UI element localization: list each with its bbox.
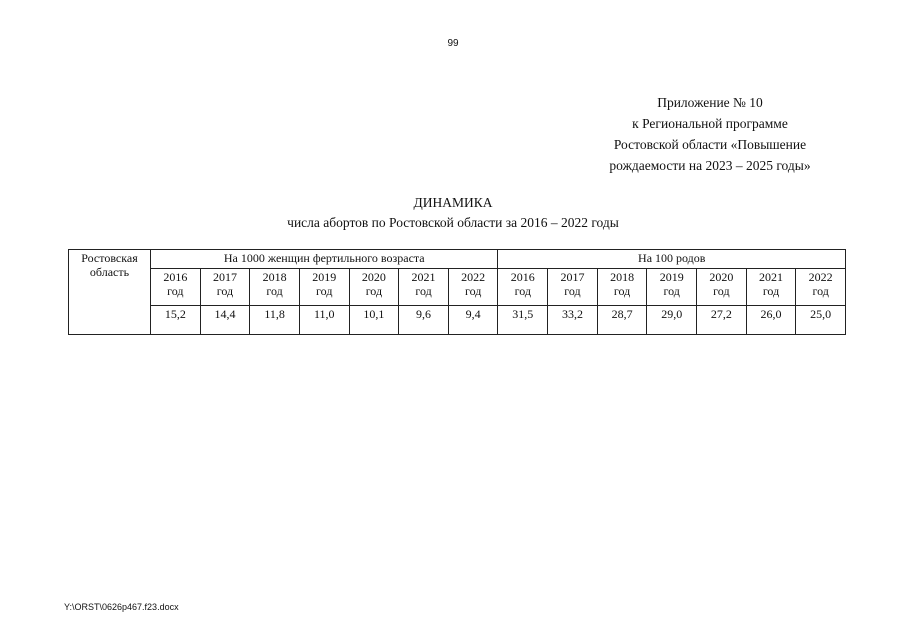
file-path-footer: Y:\ORST\0626p467.f23.docx [64, 602, 179, 612]
value-cell: 31,5 [498, 306, 548, 335]
region-header-line: Ростовская [81, 251, 138, 265]
group-header-per-100-births: На 100 родов [498, 250, 846, 269]
abortion-dynamics-table [68, 249, 846, 335]
table-values-row [69, 306, 846, 335]
year-header-cell: 2019 год [299, 269, 349, 306]
value-cell: 10,1 [349, 306, 399, 335]
year-header-cell: 2021 год [399, 269, 449, 306]
value-cell: 26,0 [746, 306, 796, 335]
value-cell: 29,0 [647, 306, 697, 335]
value-cell: 14,4 [200, 306, 250, 335]
year-header-cell: 2017 год [548, 269, 598, 306]
table-header-row [69, 250, 846, 269]
group-header-per-1000-women: На 1000 женщин фертильного возраста [151, 250, 498, 269]
appendix-line: к Региональной программе [632, 116, 788, 131]
year-header-cell: 2017 год [200, 269, 250, 306]
value-cell: 27,2 [697, 306, 747, 335]
value-cell: 11,8 [250, 306, 300, 335]
year-header-cell: 2016 год [498, 269, 548, 306]
appendix-line: Ростовской области «Повышение [613, 137, 807, 152]
heading-title: ДИНАМИКА [413, 195, 493, 210]
value-cell: 11,0 [299, 306, 349, 335]
year-header-cell: 2021 год [746, 269, 796, 306]
appendix-line: рождаемости на 2023 – 2025 годы» [609, 158, 811, 173]
appendix-line: Приложение № 10 [657, 95, 763, 110]
value-cell: 28,7 [597, 306, 647, 335]
year-header-cell: 2020 год [697, 269, 747, 306]
appendix-note [580, 92, 840, 176]
year-header-cell: 2016 год [151, 269, 201, 306]
page-number: 99 [447, 38, 459, 49]
value-cell: 25,0 [796, 306, 846, 335]
value-cell: 9,6 [399, 306, 449, 335]
heading-subtitle: числа абортов по Ростовской области за 2016 – 2022 годы [287, 215, 619, 230]
year-header-cell: 2019 год [647, 269, 697, 306]
year-header-cell: 2018 год [250, 269, 300, 306]
document-heading [0, 193, 906, 233]
value-cell: 9,4 [448, 306, 498, 335]
year-header-cell: 2022 год [796, 269, 846, 306]
region-header-cell [69, 250, 151, 335]
region-header-line: область [89, 265, 130, 279]
table-year-row [69, 269, 846, 306]
value-cell: 15,2 [151, 306, 201, 335]
year-header-cell: 2020 год [349, 269, 399, 306]
year-header-cell: 2022 год [448, 269, 498, 306]
year-header-cell: 2018 год [597, 269, 647, 306]
value-cell: 33,2 [548, 306, 598, 335]
